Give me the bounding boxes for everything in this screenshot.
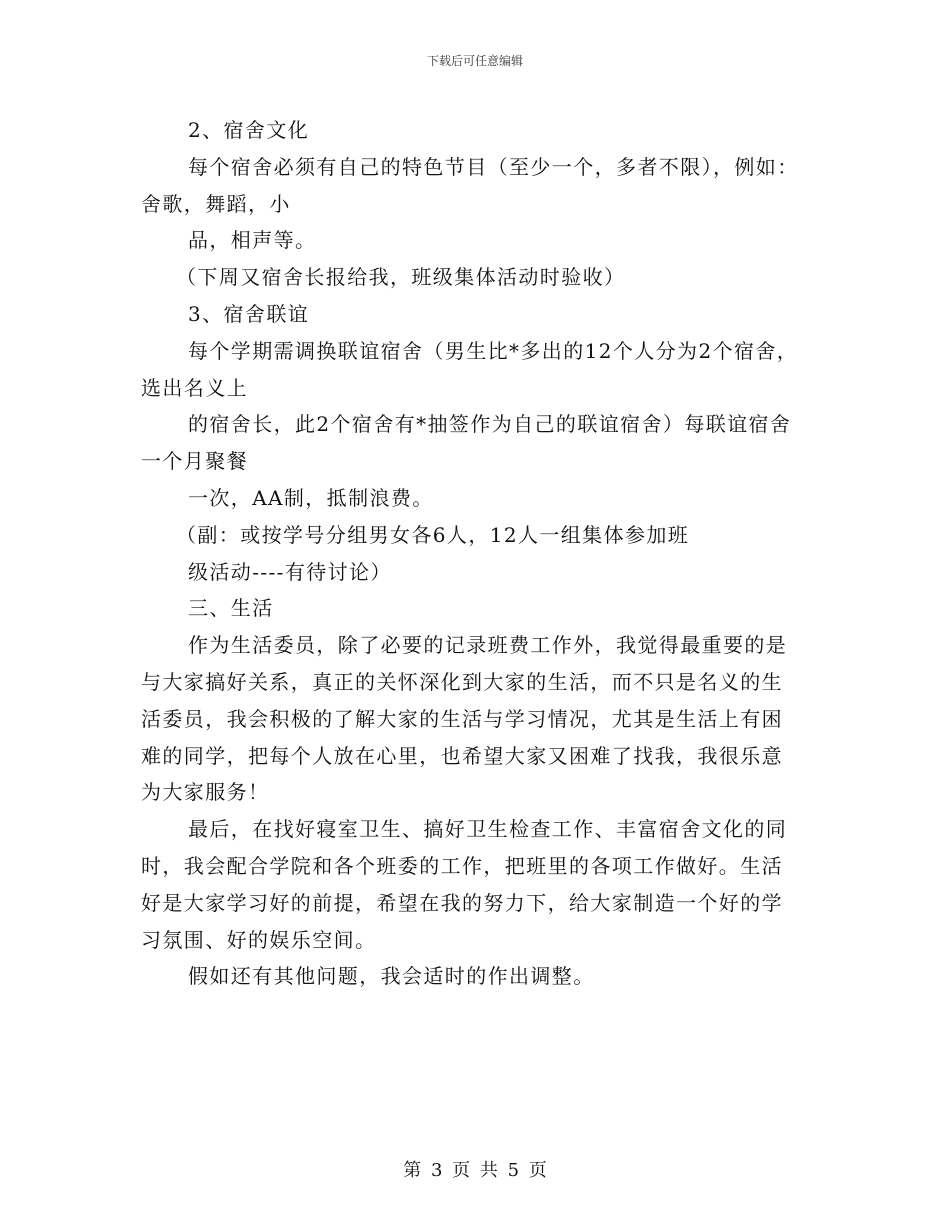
paragraph-line: 品，相声等。	[188, 228, 317, 253]
paragraph-line: 最后，在找好寝室卫生、搞好卫生检查工作、丰富宿舍文化的同	[188, 817, 788, 842]
paragraph-line: 难的同学，把每个人放在心里，也希望大家又困难了找我，我很乐意	[141, 743, 783, 768]
paragraph-line: 的宿舍长，此2个宿舍有*抽签作为自己的联谊宿舍）每联谊宿舍	[188, 412, 792, 437]
page-header-note: 下载后可任意编辑	[426, 54, 523, 68]
paragraph-line: 每个学期需调换联谊宿舍（男生比*多出的12个人分为2个宿舍，	[188, 338, 799, 363]
paragraph-line: 选出名义上	[141, 375, 248, 400]
page-number-footer: 第 3 页 共 5 页	[403, 1160, 547, 1181]
section-heading-life: 三、生活	[188, 596, 274, 621]
paragraph-line: 习氛围、好的娱乐空间。	[141, 927, 377, 952]
paragraph-line: 作为生活委员，除了必要的记录班费工作外，我觉得最重要的是	[188, 633, 788, 658]
paragraph-line: 时，我会配合学院和各个班委的工作，把班里的各项工作做好。生活	[141, 853, 783, 878]
paragraph-line: 舍歌，舞蹈，小	[141, 191, 291, 216]
paragraph-line: （下周又宿舍长报给我，班级集体活动时验收）	[176, 265, 626, 290]
paragraph-line: 为大家服务！	[141, 780, 270, 805]
paragraph-line: 假如还有其他问题，我会适时的作出调整。	[188, 964, 595, 989]
paragraph-line: （副：或按学号分组男女各6人，12人一组集体参加班	[176, 522, 690, 547]
paragraph-line: 级活动----有待讨论）	[188, 559, 392, 584]
document-body	[141, 112, 813, 995]
section-heading-dorm-culture: 2、宿舍文化	[188, 118, 310, 142]
section-heading-dorm-friendship: 3、宿舍联谊	[188, 301, 310, 326]
paragraph-line: 每个宿舍必须有自己的特色节目（至少一个，多者不限），例如：	[188, 154, 799, 179]
paragraph-line: 一次，AA制，抵制浪费。	[188, 485, 434, 510]
paragraph-line: 好是大家学习好的前提，希望在我的努力下，给大家制造一个好的学	[141, 890, 783, 915]
paragraph-line: 活委员，我会积极的了解大家的生活与学习情况，尤其是生活上有困	[141, 706, 783, 731]
paragraph-line: 一个月聚餐	[141, 449, 248, 474]
paragraph-line: 与大家搞好关系，真正的关怀深化到大家的生活，而不只是名义的生	[141, 669, 783, 694]
